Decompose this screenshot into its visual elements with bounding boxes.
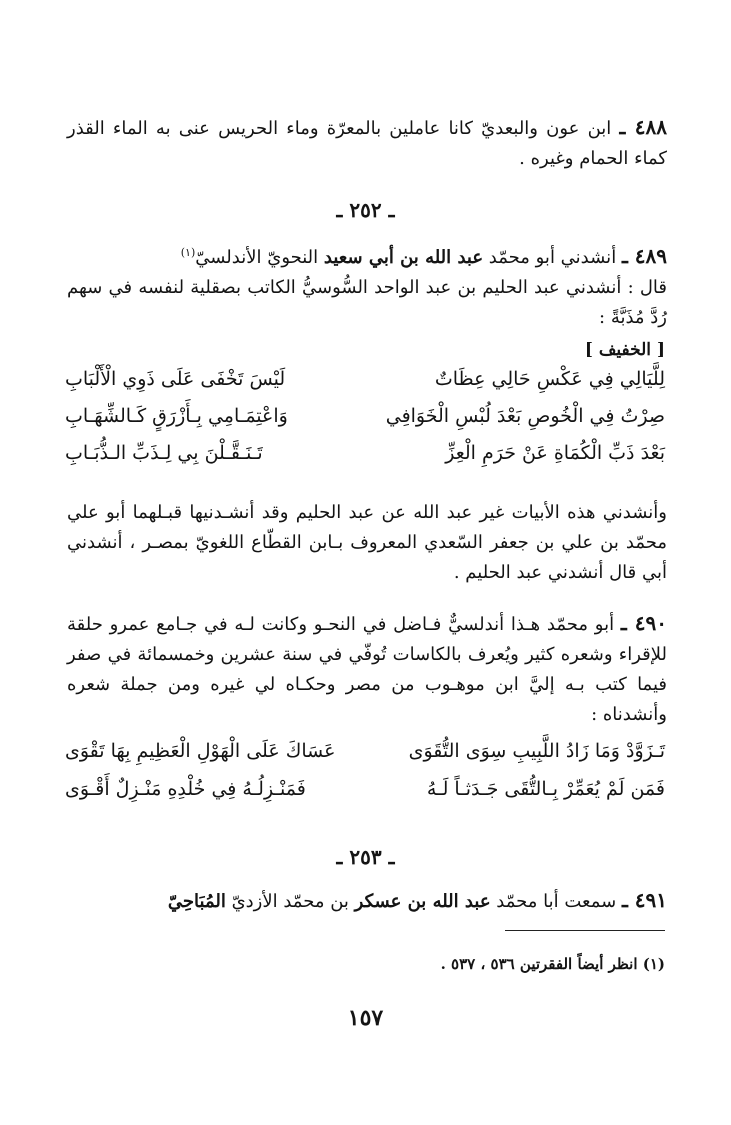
footnote-divider bbox=[505, 930, 665, 931]
section-number-252: ـ ٢٥٢ ـ bbox=[336, 198, 395, 222]
paragraph-488 bbox=[67, 112, 667, 174]
paragraph-text-pre: سمعت أبا محمّد bbox=[496, 891, 617, 912]
paragraph-number: ٤٩٠ ـ bbox=[620, 611, 667, 635]
paragraph-text-pre: أنشدني أبو محمّد bbox=[488, 247, 617, 268]
verse-first-hemistich: لِلَّيَالِي فِي عَكْسِ حَالِي عِظَاتٌ bbox=[434, 368, 665, 390]
person-name: عبد الله بن أبي سعيد bbox=[323, 247, 484, 268]
person-name: عبد الله بن عسكر bbox=[354, 891, 491, 912]
paragraph-489 bbox=[67, 238, 667, 333]
paragraph-text: ابن عون والبعديّ كانا عاملين بالمعرّة وماء الحريس عنى به الماء القذر كماء الحمام وغيره . bbox=[67, 118, 667, 169]
paragraph-text: أبو محمّد هـذا أندلسيٌّ فـاضل في النحـو وكانت لـه في جـامع عمرو حلقة للإقراء وشعره كثير ويُعرف بالكاسات تُوفّي في سنة عشرين وخمسمائة في صفر فيما كتب بـه إليَّ ابن موهـوب من مصر وحكـاه لي غيره ومن جملة شعره وأنشدناه : bbox=[67, 614, 667, 725]
verse-first-hemistich: تَـزَوَّدْ وَمَا زَادُ اللَّبِيبِ سِوَى التُّقَوَى bbox=[408, 740, 665, 762]
verse-first-hemistich: فَمَن لَمْ يُعَمِّرْ بِـالتُّقَى جَـدَثـاً لَـهُ bbox=[426, 778, 665, 800]
paragraph-text-post: بن محمّد الأزديّ bbox=[231, 891, 349, 912]
footnote-ref: (١) bbox=[180, 246, 196, 259]
verse-line bbox=[65, 442, 665, 482]
footnote: (١) انظر أيضاً الفقرتين ٥٣٦ ، ٥٣٧ . bbox=[440, 955, 665, 973]
paragraph-continuation bbox=[67, 498, 667, 588]
paragraph-491 bbox=[67, 885, 667, 917]
verse-line bbox=[65, 405, 665, 445]
verse-first-hemistich: بَعْدَ ذَبِّ الْكُمَاةِ عَنْ حَرَمِ الْعِزِّ bbox=[445, 442, 665, 464]
verse-line bbox=[65, 368, 665, 408]
verse-second-hemistich: لَيْسَ تَخْفَى عَلَى ذَوِي الْأَلْبَابِ bbox=[65, 368, 286, 390]
verse-first-hemistich: صِرْتُ فِي الْخُوصِ بَعْدَ لُبْسِ الْخَوَافِي bbox=[385, 405, 665, 427]
paragraph-number: ٤٨٩ ـ bbox=[621, 244, 667, 268]
paragraph-text-post: النحويّ الأندلسيّ bbox=[195, 247, 319, 268]
verse-second-hemistich: وَاعْتِمَـامِي بِـأَزْرَقٍ كَـالشِّهَـابِ bbox=[65, 405, 288, 427]
paragraph-text: وأنشدني هذه الأبيات غير عبد الله عن عبد الحليم وقد أنشـدنيها قبـلهما أبو علي محمّد بن علي بن جعفر السّعدي المعروف بـابن القطّاع اللغويّ بمصـر ، أنشدني أبي قال أنشدني عبد الحليم . bbox=[67, 502, 667, 583]
person-nisba: المُبَاحِيّ bbox=[167, 891, 226, 912]
verse-second-hemistich: عَسَاكَ عَلَى الْهَوْلِ الْعَظِيمِ بِهَا تَقْوَى bbox=[65, 740, 336, 762]
verse-second-hemistich: تَـنَـقَّـلْنَ بِي لِـذَبِّ الـذُّبَـابِ bbox=[65, 442, 263, 464]
meter-label: [ الخفيف ] bbox=[584, 340, 665, 360]
verse-line bbox=[65, 740, 665, 780]
paragraph-490 bbox=[67, 608, 667, 730]
page-number: ١٥٧ bbox=[347, 1005, 384, 1031]
paragraph-number: ٤٨٨ ـ bbox=[619, 115, 667, 139]
paragraph-number: ٤٩١ ـ bbox=[621, 888, 667, 912]
section-number-253: ـ ٢٥٣ ـ bbox=[336, 845, 395, 869]
verse-line bbox=[65, 778, 665, 818]
paragraph-line-2: قال : أنشدني عبد الحليم بن عبد الواحد السُّوسيُّ الكاتب بصقلية لنفسه في سهم رُدَّ مُذَبَّةً : bbox=[67, 277, 667, 328]
verse-second-hemistich: فَمَنْـزِلُـهُ فِي خُلْدِهِ مَنْـزِلٌ أَقْـوَى bbox=[65, 778, 306, 800]
